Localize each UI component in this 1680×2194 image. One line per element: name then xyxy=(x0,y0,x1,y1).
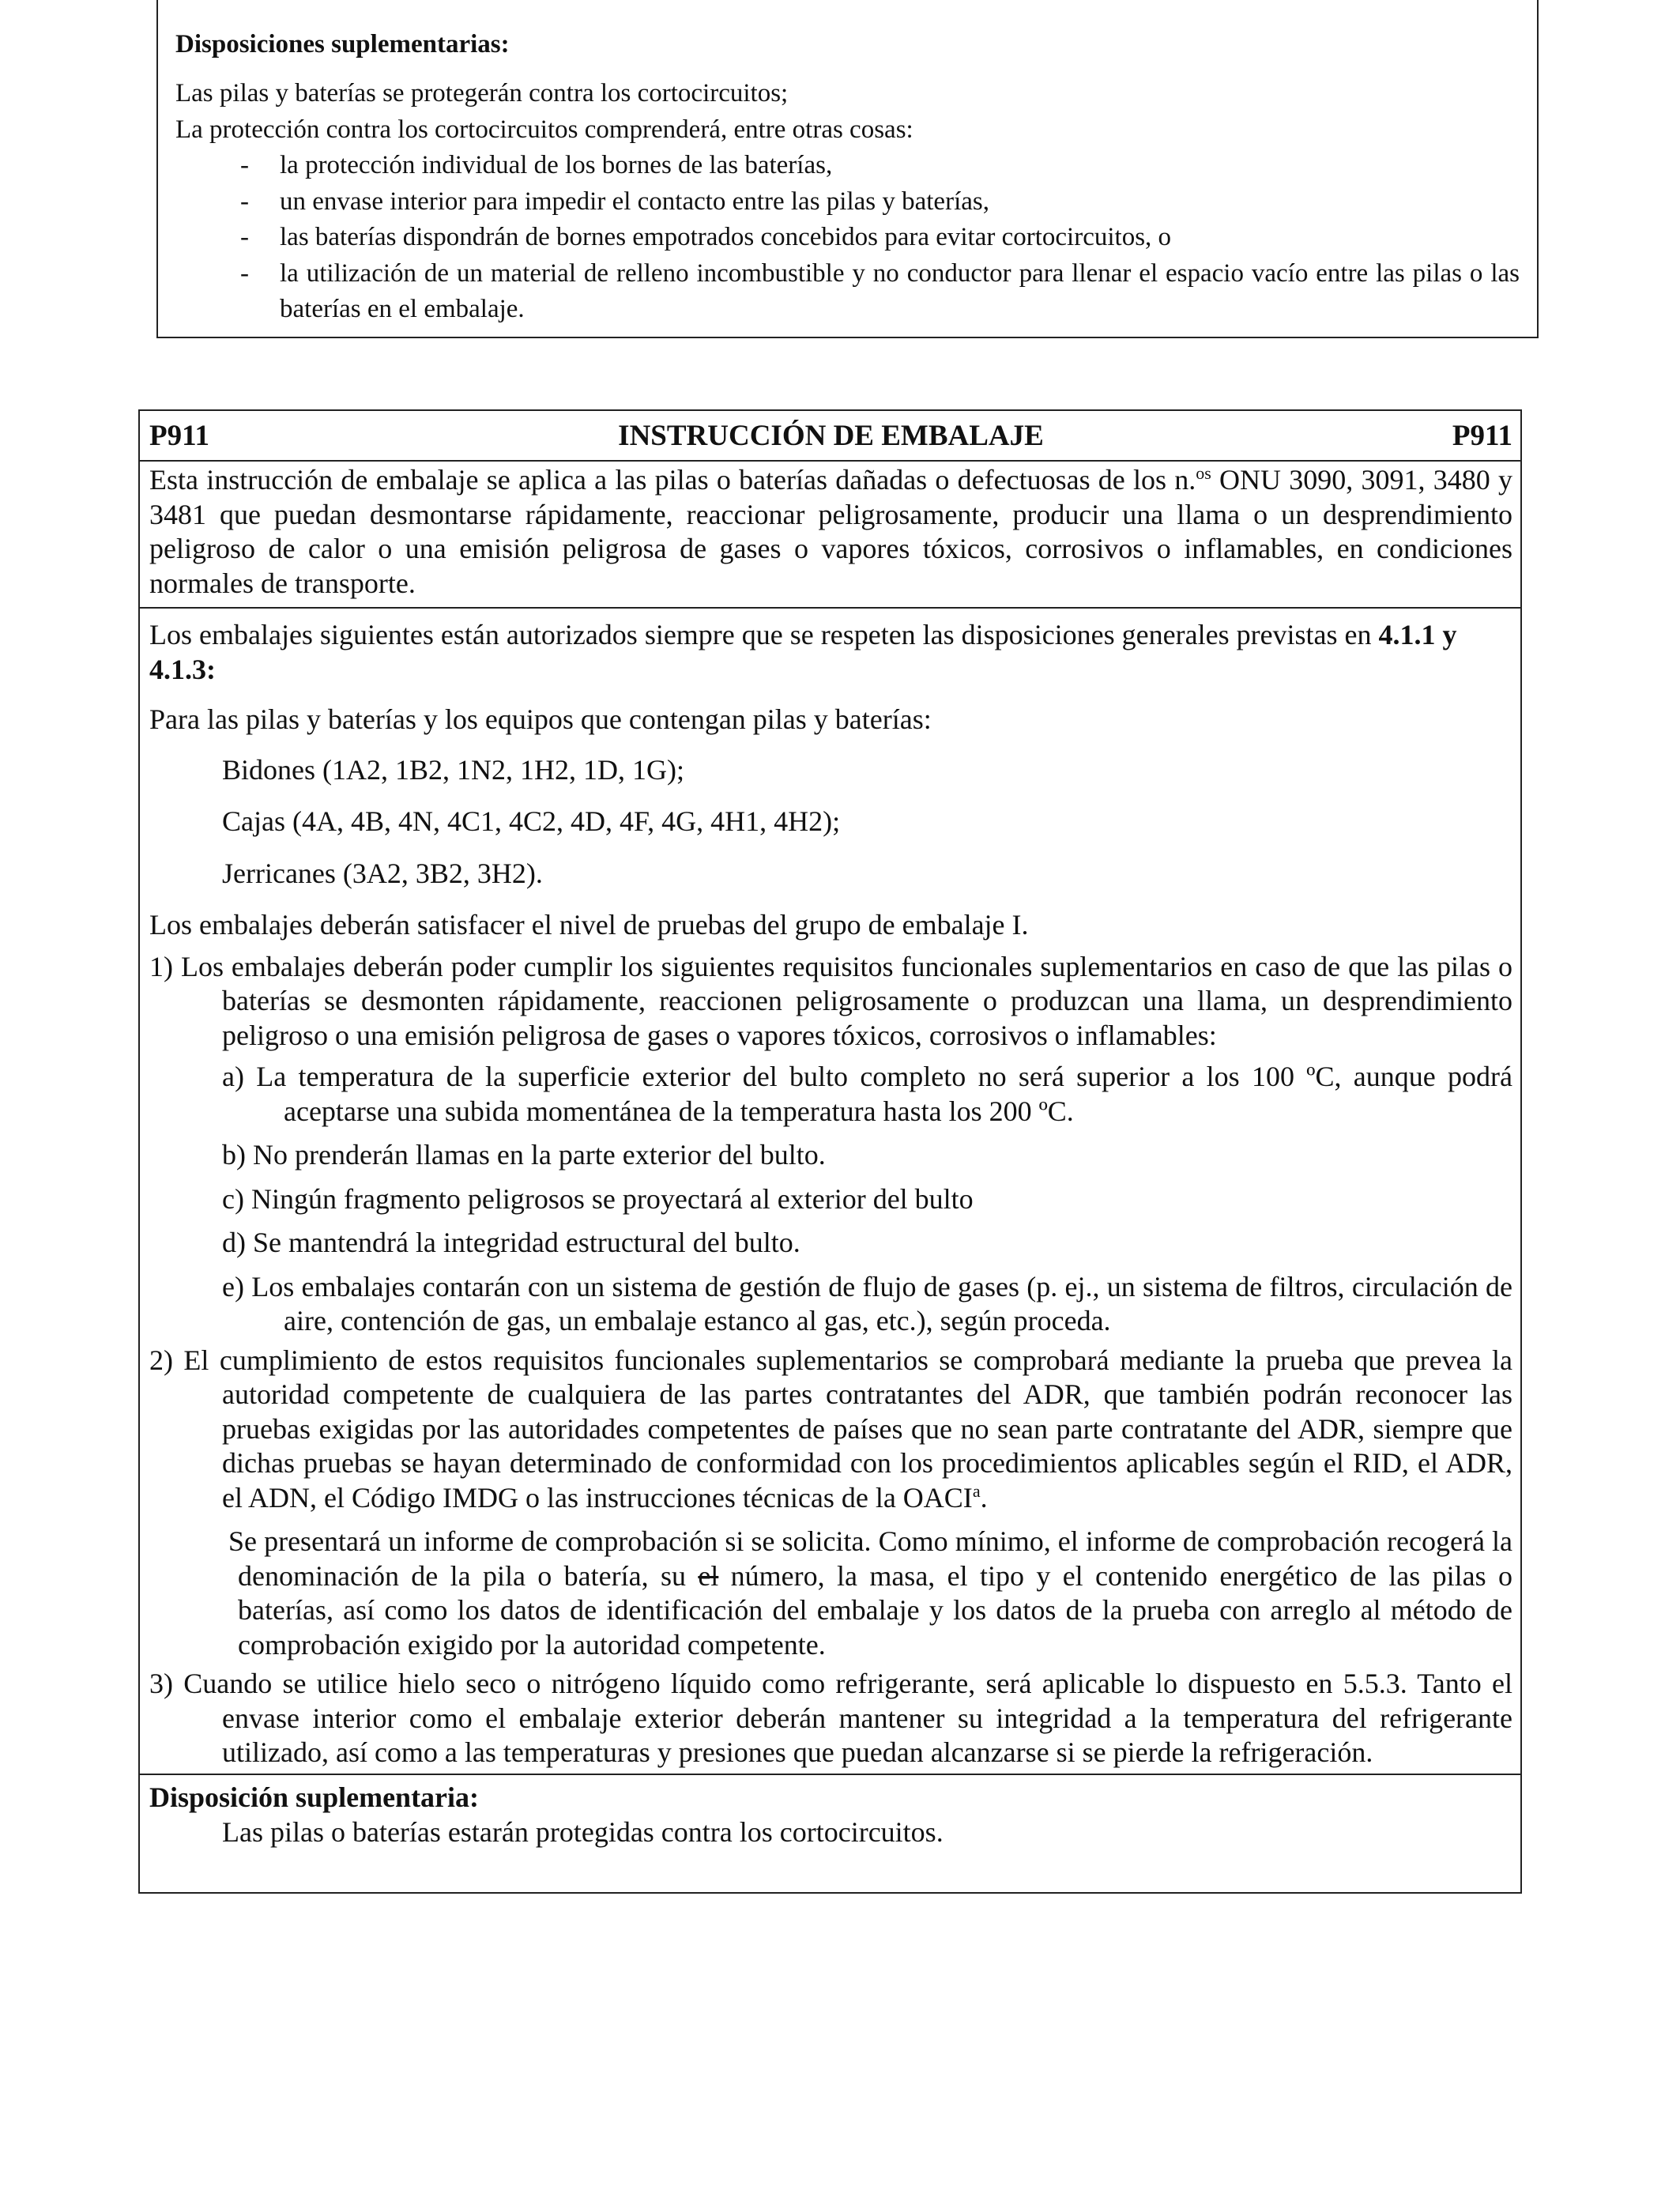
supplementary-heading: Disposiciones suplementarias: xyxy=(175,30,510,58)
test-level-paragraph: Los embalajes deberán satisfacer el nivel de pruebas del grupo de embalaje I. xyxy=(149,909,1029,941)
supplementary-provision-section xyxy=(140,1774,1520,1849)
dash-marker: - xyxy=(240,187,249,216)
dash-marker: - xyxy=(240,151,249,179)
bullet-item xyxy=(175,256,1520,328)
bullet-text: un envase interior para impedir el contacto entre las pilas y baterías, xyxy=(280,187,989,216)
provision-text: Las pilas o baterías estarán protegidas contra los cortocircuitos. xyxy=(222,1815,944,1848)
instruction-body xyxy=(140,609,1520,1774)
report-text: Se presentará un informe de comprobación si se solicita. Como mínimo, el informe de comprobación recogerá la denominación de la pila o batería, su xyxy=(228,1525,1512,1592)
instruction-title: INSTRUCCIÓN DE EMBALAJE xyxy=(618,419,1044,452)
supplementary-line: La protección contra los cortocircuitos comprenderá, entre otras cosas: xyxy=(175,115,913,144)
requirement-1-item: d) Se mantendrá la integridad estructural del bulto. xyxy=(222,1227,800,1258)
bullet-item xyxy=(175,220,1520,256)
report-text-cont: número, la masa, el tipo y el contenido energético de las pilas o baterías, así como los datos de identificación del embalaje y los datos de la prueba con arreglo al método de comprobación exigido por la autoridad competente. xyxy=(238,1559,1513,1661)
requirement-1: 1) Los embalajes deberán poder cumplir los siguientes requisitos funcionales suplementarios en caso de que las pilas o baterías se desmonten rápidamente, reaccionen peligrosamente o produzcan una llama, un desprendimiento peligroso o una emisión peligrosa de gases o vapores tóxicos, corrosivos o inflamables: xyxy=(149,950,1512,1051)
packaging-item: Jerricanes (3A2, 3B2, 3H2). xyxy=(222,857,543,889)
instruction-header xyxy=(140,411,1520,462)
requirement-2 xyxy=(149,1344,1512,1516)
bullet-text: la utilización de un material de relleno incombustible y no conductor para llenar el espacio vacío entre las pilas o las baterías en el embalaje. xyxy=(280,258,1520,323)
supplementary-line: Las pilas y baterías se protegerán contra los cortocircuitos; xyxy=(175,79,789,107)
scope-superscript: os xyxy=(1196,463,1211,483)
scope-paragraph xyxy=(140,462,1520,609)
dash-marker: - xyxy=(240,258,249,288)
bullet-text: la protección individual de los bornes de las baterías, xyxy=(280,151,833,179)
bullet-item xyxy=(175,148,1520,184)
requirement-1-item: a) La temperatura de la superficie exterior del bulto completo no será superior a los 100 ºC, aunque podrá aceptarse una subida momentánea de la temperatura hasta los 200 ºC. xyxy=(222,1061,1512,1127)
conjunction: y xyxy=(1435,619,1457,650)
section-reference: 4.1.1 xyxy=(1378,619,1436,650)
struck-text: el xyxy=(698,1559,719,1592)
packaging-item: Bidones (1A2, 1B2, 1N2, 1H2, 1D, 1G); xyxy=(222,753,684,786)
requirement-2-text: 2) El cumplimiento de estos requisitos funcionales suplementarios se comprobará mediante la prueba que prevea la autoridad competente de cualquiera de las partes contratantes del ADR, que también podrán reconocer las pruebas exigidas por las autoridades competentes de países que no sean parte contratante del ADR, siempre que dichas pruebas se hayan determinado de conformidad con los procedimientos aplicables según el RID, el ADR, el ADN, el Código IMDG o las instrucciones técnicas de la OACI xyxy=(149,1344,1512,1514)
authorized-text: Los embalajes siguientes están autorizados siempre que se respeten las disposiciones generales previstas en xyxy=(149,619,1379,650)
scope-text: Esta instrucción de embalaje se aplica a las pilas o baterías dañadas o defectuosas de los n. xyxy=(149,464,1196,496)
bullet-item xyxy=(175,184,1520,221)
batteries-paragraph: Para las pilas y baterías y los equipos que contengan pilas y baterías: xyxy=(149,703,932,735)
authorized-paragraph xyxy=(149,618,1512,687)
dash-marker: - xyxy=(240,223,249,251)
test-report-paragraph xyxy=(149,1525,1512,1662)
requirement-1-item: b) No prenderán llamas en la parte exterior del bulto. xyxy=(222,1139,826,1171)
instruction-code-left: P911 xyxy=(149,419,210,452)
packing-instruction-table xyxy=(138,409,1522,1894)
section-reference: 4.1.3: xyxy=(149,653,216,685)
instruction-code-right: P911 xyxy=(1452,419,1512,452)
provision-heading: Disposición suplementaria: xyxy=(149,1781,480,1813)
bullet-text: las baterías dispondrán de bornes empotrados concebidos para evitar cortocircuitos, o xyxy=(280,223,1172,251)
packaging-item: Cajas (4A, 4B, 4N, 4C1, 4C2, 4D, 4F, 4G, 4H1, 4H2); xyxy=(222,805,841,837)
requirement-2-end: . xyxy=(980,1481,988,1514)
requirement-1-item: e) Los embalajes contarán con un sistema de gestión de flujo de gases (p. ej., un sistema de filtros, circulación de aire, contención de gas, un embalaje estanco al gas, etc.), según proceda. xyxy=(222,1270,1512,1336)
requirement-3: 3) Cuando se utilice hielo seco o nitrógeno líquido como refrigerante, será aplicable lo dispuesto en 5.5.3. Tanto el envase interior como el embalaje exterior deberán mantener su integridad a la temperatura del refrigerante utilizado, así como a las temperaturas y presiones que puedan alcanzarse si se pierde la refrigeración. xyxy=(149,1668,1512,1768)
scope-text-cont: ONU 3090, 3091, 3480 y 3481 que puedan desmontarse rápidamente, reaccionar peligrosamente, producir una llama o un desprendimiento peligroso de calor o una emisión peligrosa de gases o vapores tóxicos, corrosivos o inflamables, en condiciones normales de transporte. xyxy=(149,464,1512,599)
requirement-1-item: c) Ningún fragmento peligrosos se proyectará al exterior del bulto xyxy=(222,1182,974,1215)
footnote-marker: a xyxy=(972,1480,981,1501)
supplementary-provisions-box xyxy=(156,0,1539,338)
